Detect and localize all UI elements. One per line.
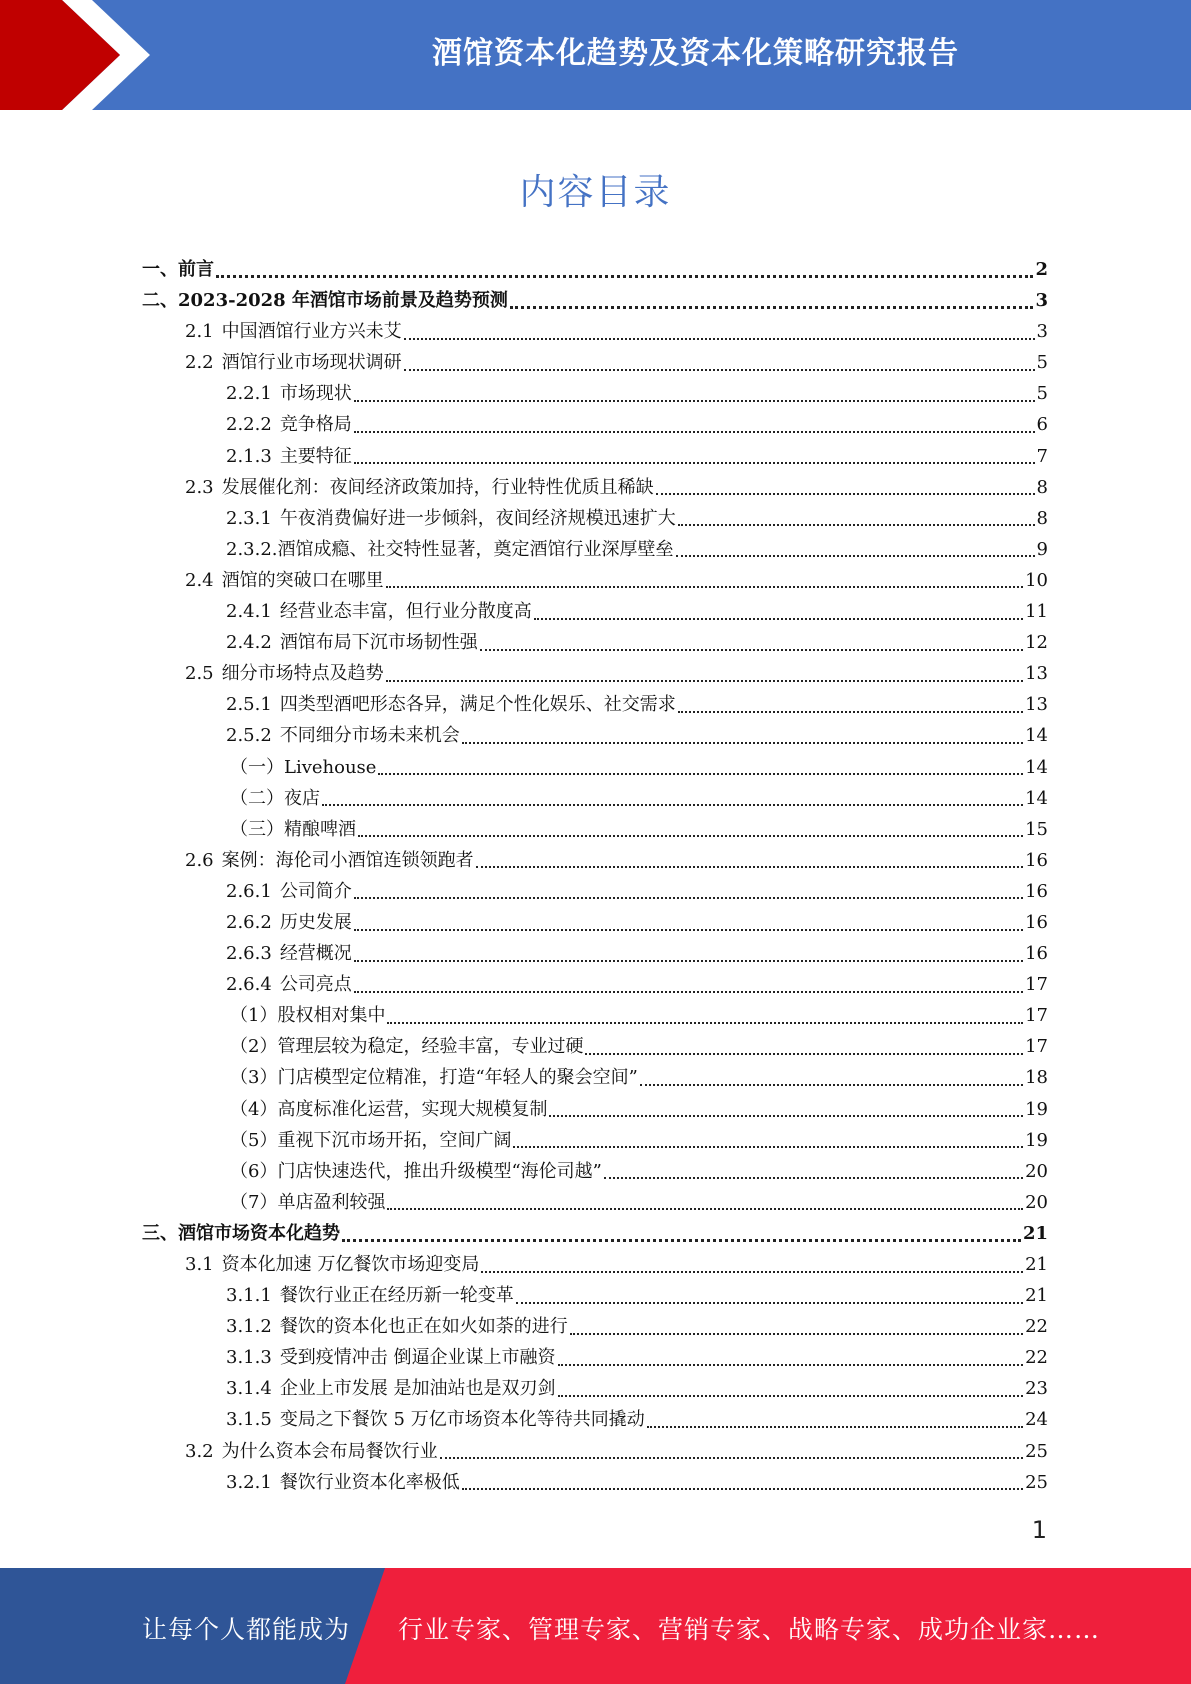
toc-entry-number: （一） [230,756,284,778]
toc-entry-title: 四类型酒吧形态各异，满足个性化娱乐、社交需求 [279,694,676,716]
toc-dot-leader [516,1302,1023,1304]
toc-entry[interactable] [142,938,1048,969]
toc-entry-page: 14 [1025,756,1048,778]
toc-dot-leader [640,1084,1023,1086]
toc-dot-leader [676,555,1035,557]
toc-entry-number: 3.1.2 [226,1316,272,1338]
toc-entry-number: 3.1.4 [226,1378,272,1400]
toc-entry-title: 酒馆行业市场现状调研 [221,352,402,374]
toc-entry-number: 2.5.1 [226,694,272,716]
toc-dot-leader [404,338,1035,340]
toc-entry-number: 2.6.1 [226,880,272,902]
toc-entry-page: 5 [1036,352,1048,374]
toc-entry[interactable] [142,1404,1048,1435]
toc-entry-number: 2.3.2.酒馆成瘾、社交特性显著，奠定酒馆行业深厚壁垒 [226,538,674,560]
toc-entry-page: 24 [1025,1409,1048,1431]
toc-entry[interactable] [142,1280,1048,1311]
toc-entry[interactable] [142,254,1048,285]
toc-entry[interactable] [142,534,1048,565]
toc-entry[interactable] [142,596,1048,627]
toc-entry-page: 20 [1025,1191,1048,1213]
toc-entry-title: 经营业态丰富，但行业分散度高 [279,601,532,623]
toc-dot-leader [354,960,1023,962]
toc-dot-leader [387,1022,1023,1024]
toc-entry-number: 3.1.3 [226,1347,272,1369]
toc-entry[interactable] [142,752,1048,783]
toc-dot-leader [513,1146,1023,1148]
toc-dot-leader [534,618,1023,620]
toc-entry[interactable] [142,1342,1048,1373]
toc-entry-title: 受到疫情冲击 倒逼企业谋上市融资 [279,1347,556,1369]
toc-entry-number: 2.3.1 [226,507,272,529]
toc-entry-page: 3 [1035,290,1048,312]
footer-slogan-right: 行业专家、管理专家、营销专家、战略专家、成功企业家…… [398,1615,1101,1644]
toc-entry[interactable] [142,565,1048,596]
toc-entry-number: 2.5 [185,663,214,685]
toc-entry-number: 3.1.1 [226,1285,272,1307]
toc-entry-page: 13 [1025,694,1048,716]
toc-dot-leader [354,400,1035,402]
toc-entry[interactable] [142,1125,1048,1156]
toc-entry[interactable] [142,1436,1048,1467]
toc-entry-title: 历史发展 [279,911,352,933]
toc-entry-page: 2 [1035,259,1048,280]
toc-entry-number: 2.6 [185,849,214,871]
toc-entry-page: 15 [1025,818,1048,840]
toc-entry-number: 二、2023-2028 年酒馆市场前景及趋势预测 [142,290,508,312]
toc-dot-leader [656,493,1035,495]
toc-entry-page: 18 [1025,1067,1048,1089]
toc-dot-leader [440,1457,1023,1459]
toc-entry[interactable] [142,876,1048,907]
toc-entry-page: 6 [1036,414,1048,436]
page-header [0,0,1191,110]
toc-entry-title: 单店盈利较强 [277,1191,386,1213]
toc-entry-page: 21 [1022,1222,1048,1244]
toc-entry-page: 3 [1036,321,1048,343]
toc-entry-title: 重视下沉市场开拓，空间广阔 [277,1129,512,1151]
toc-entry[interactable] [142,627,1048,658]
toc-entry[interactable] [142,720,1048,751]
toc-entry-number: 3.2.1 [226,1471,272,1493]
toc-entry-title: 竞争格局 [279,414,352,436]
toc-entry-page: 12 [1025,632,1048,654]
toc-entry-page: 19 [1025,1129,1048,1151]
toc-entry-number: （7） [230,1191,278,1213]
toc-entry-number: 2.2 [185,352,214,374]
toc-entry-page: 5 [1036,383,1048,405]
toc-entry[interactable] [142,1062,1048,1093]
toc-heading: 内容目录 [519,172,672,213]
toc-entry-title: 案例：海伦司小酒馆连锁领跑者 [221,849,474,871]
toc-entry-page: 21 [1025,1254,1048,1275]
footer-slogan-left: 让每个人都能成为 [142,1615,351,1644]
toc-entry[interactable] [142,814,1048,845]
toc-entry-title: 公司亮点 [279,974,352,996]
toc-entry-title: 公司简介 [279,880,352,902]
toc-entry[interactable] [142,1467,1048,1498]
toc-entry[interactable] [142,285,1048,316]
toc-entry-page: 21 [1025,1285,1048,1307]
toc-entry-title: 餐饮行业资本化率极低 [279,1471,460,1493]
toc-entry-number: 3.1 [185,1254,214,1275]
toc-entry[interactable] [142,347,1048,378]
toc-entry-page: 25 [1025,1440,1048,1462]
toc-dot-leader [678,711,1023,713]
toc-entry-number: （3） [230,1067,278,1089]
toc-entry-title: 餐饮的资本化也正在如火如荼的进行 [279,1316,568,1338]
toc-entry[interactable] [142,1187,1048,1218]
toc-dot-leader [481,1271,1023,1273]
toc-entry-number: （4） [230,1098,278,1120]
toc-dot-leader [322,804,1023,806]
toc-entry-page: 16 [1025,880,1048,902]
toc-entry[interactable] [142,316,1048,347]
toc-entry-title: 发展催化剂：夜间经济政策加持，行业特性优质且稀缺 [221,476,654,498]
toc-dot-leader [404,369,1035,371]
toc-entry[interactable] [142,689,1048,720]
toc-dot-leader [462,1488,1023,1490]
toc-dot-leader [558,1395,1024,1397]
toc-dot-leader [570,1333,1023,1335]
toc-entry-title: 经营概况 [279,943,352,965]
report-title: 酒馆资本化趋势及资本化策略研究报告 [432,36,959,71]
toc-entry[interactable] [142,907,1048,938]
toc-entry-number: 2.4.2 [226,632,272,654]
toc-dot-leader [647,1426,1023,1428]
toc-dot-leader [354,431,1035,433]
toc-entry-number: （2） [230,1036,278,1058]
toc-entry-title: 高度标准化运营，实现大规模复制 [277,1098,548,1120]
page-footer [0,1568,1191,1684]
toc-dot-leader [354,897,1023,899]
toc-entry-number: 2.6.3 [226,943,272,965]
toc-entry-title: 资本化加速 万亿餐饮市场迎变局 [221,1254,480,1275]
toc-dot-leader [354,462,1035,464]
toc-dot-leader [354,929,1023,931]
toc-entry-title: 门店模型定位精准，打造“年轻人的聚会空间” [277,1067,638,1089]
toc-entry-number: 2.2.2 [226,414,272,436]
toc-entry[interactable] [142,969,1048,1000]
toc-dot-leader [558,1364,1024,1366]
toc-entry[interactable] [142,378,1048,409]
toc-entry-number: （1） [230,1005,278,1027]
toc-entry[interactable] [142,1156,1048,1187]
toc-entry-page: 7 [1036,445,1048,467]
toc-entry-number: 2.4.1 [226,601,272,623]
toc-entry[interactable] [142,441,1048,472]
toc-entry-page: 17 [1025,974,1048,996]
toc-dot-leader [476,866,1023,868]
toc-entry-title: 市场现状 [279,383,352,405]
toc-entry-page: 13 [1025,663,1048,685]
toc-entry-page: 14 [1025,787,1048,809]
toc-entry[interactable] [142,409,1048,440]
toc-dot-leader [604,1177,1023,1179]
toc-entry-title: 酒馆的突破口在哪里 [221,569,384,591]
toc-entry-page: 22 [1025,1316,1048,1338]
toc-entry-title: 主要特征 [279,445,352,467]
toc-entry-title: 为什么资本会布局餐饮行业 [221,1440,438,1462]
toc-entry-title: 企业上市发展 是加油站也是双刃剑 [279,1378,556,1400]
toc-dot-leader [216,275,1033,278]
toc-entry-number: 2.1 [185,321,214,343]
toc-entry[interactable] [142,1000,1048,1031]
toc-entry-number: （6） [230,1160,278,1182]
toc-dot-leader [678,524,1035,526]
toc-dot-leader [354,991,1023,993]
toc-entry-title: 精酿啤酒 [284,818,356,840]
toc-entry[interactable] [142,1311,1048,1342]
toc-dot-leader [358,835,1023,837]
toc-entry-page: 8 [1036,476,1048,498]
toc-entry-page: 25 [1025,1471,1048,1493]
toc-entry-title: 不同细分市场未来机会 [279,725,460,747]
toc-entry-page: 14 [1025,725,1048,747]
toc-entry-page: 16 [1025,943,1048,965]
toc-dot-leader [342,1239,1021,1242]
toc-entry-title: 餐饮行业正在经历新一轮变革 [279,1285,514,1307]
toc-entry-page: 20 [1025,1160,1048,1182]
toc-entry-title: 管理层较为稳定，经验丰富，专业过硬 [277,1036,584,1058]
toc-entry-page: 11 [1025,601,1048,623]
toc-entry[interactable] [142,1249,1048,1280]
toc-entry-title: 细分市场特点及趋势 [221,663,384,685]
toc-entry-title: 夜店 [284,787,320,809]
toc-entry[interactable] [142,1218,1048,1249]
toc-entry-title: 酒馆布局下沉市场韧性强 [279,632,478,654]
table-of-contents [142,254,1048,1498]
toc-entry-title: 股权相对集中 [277,1005,386,1027]
toc-entry-number: 3.2 [185,1440,214,1462]
toc-entry-page: 8 [1036,507,1048,529]
toc-entry[interactable] [142,783,1048,814]
toc-entry-number: （二） [230,787,284,809]
toc-entry-page: 16 [1025,849,1048,871]
toc-entry-title: 午夜消费偏好进一步倾斜，夜间经济规模迅速扩大 [279,507,676,529]
toc-entry-number: 2.2.1 [226,383,272,405]
toc-dot-leader [510,306,1034,309]
toc-entry[interactable] [142,1094,1048,1125]
toc-dot-leader [462,742,1023,744]
toc-entry-page: 9 [1036,538,1048,560]
toc-entry-number: 2.1.3 [226,445,272,467]
page-number: 1 [1031,1516,1047,1544]
toc-dot-leader [387,1208,1023,1210]
toc-entry-title: 中国酒馆行业方兴未艾 [221,321,402,343]
toc-entry-number: 2.5.2 [226,725,272,747]
toc-entry-page: 17 [1025,1036,1048,1058]
toc-dot-leader [585,1053,1023,1055]
toc-entry-page: 19 [1025,1098,1048,1120]
toc-entry[interactable] [142,1031,1048,1062]
toc-entry-number: （三） [230,818,284,840]
toc-entry-title: Livehouse [284,756,377,778]
toc-entry-number: 一、前言 [142,259,214,280]
toc-entry[interactable] [142,1373,1048,1404]
toc-entry-number: 2.6.2 [226,911,272,933]
toc-entry-title: 变局之下餐饮 5 万亿市场资本化等待共同撬动 [279,1409,645,1431]
toc-entry-page: 22 [1025,1347,1048,1369]
toc-entry[interactable] [142,503,1048,534]
toc-entry-number: 2.4 [185,569,214,591]
toc-entry-number: 3.1.5 [226,1409,272,1431]
toc-dot-leader [386,586,1023,588]
toc-entry-title: 门店快速迭代，推出升级模型“海伦司越” [277,1160,602,1182]
toc-entry-page: 10 [1025,569,1048,591]
toc-entry[interactable] [142,472,1048,503]
toc-entry-number: 2.3 [185,476,214,498]
toc-dot-leader [549,1115,1023,1117]
toc-entry[interactable] [142,658,1048,689]
toc-entry[interactable] [142,845,1048,876]
toc-entry-page: 23 [1025,1378,1048,1400]
toc-entry-page: 17 [1025,1005,1048,1027]
toc-entry-page: 16 [1025,911,1048,933]
toc-entry-number: 三、酒馆市场资本化趋势 [142,1222,340,1244]
toc-entry-number: （5） [230,1129,278,1151]
toc-dot-leader [386,680,1023,682]
toc-dot-leader [378,773,1023,775]
toc-dot-leader [480,649,1023,651]
toc-entry-number: 2.6.4 [226,974,272,996]
